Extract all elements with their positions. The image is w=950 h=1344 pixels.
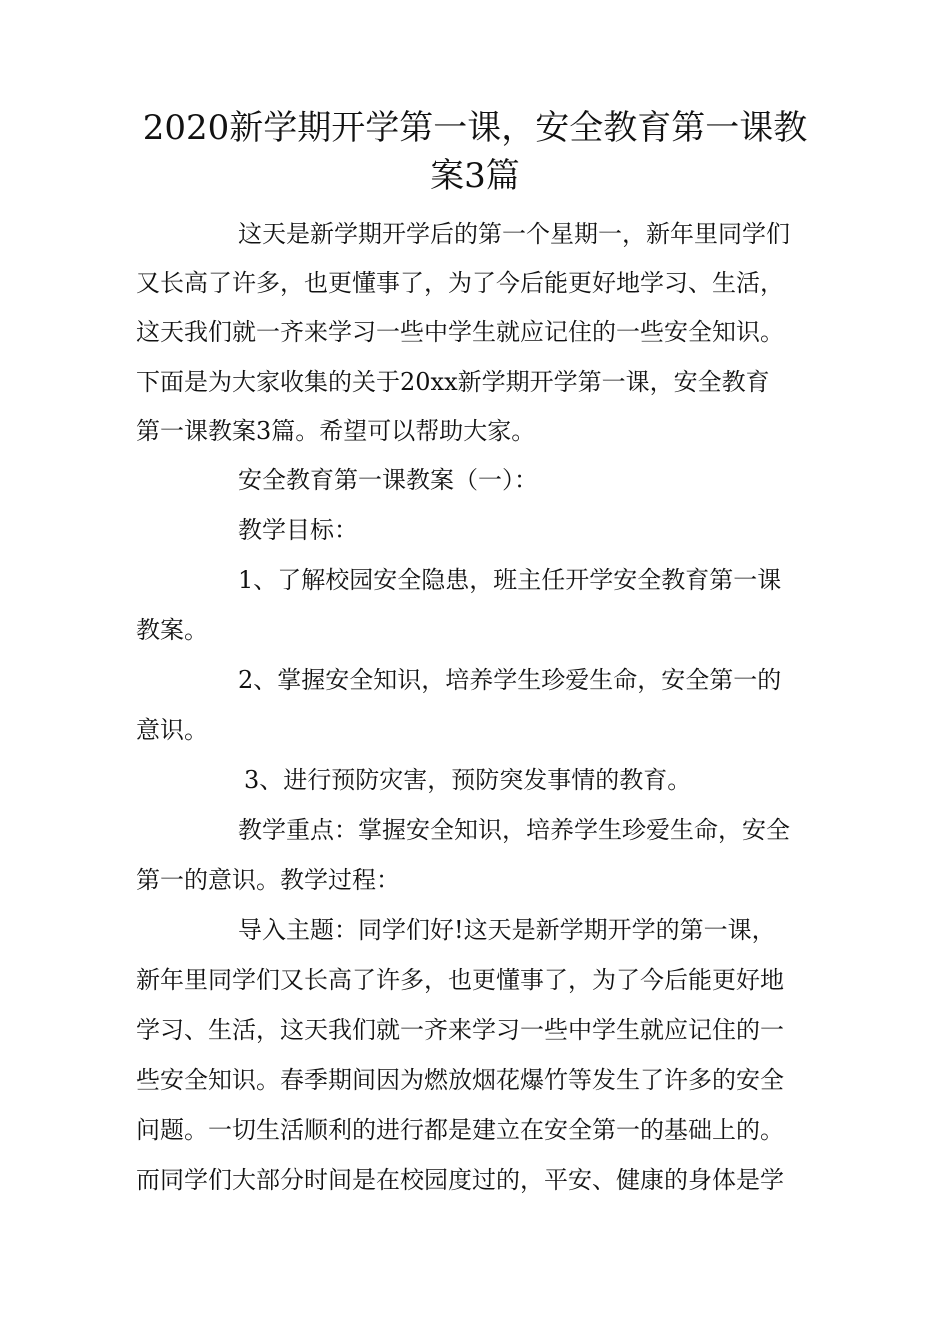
intro-line: 这天是新学期开学后的第一个星期一，新年里同学们: [238, 220, 790, 248]
lead-in-line: 些安全知识。春季期间因为燃放烟花爆竹等发生了许多的安全: [136, 1066, 784, 1094]
goal-1-line: 1、了解校园安全隐患，班主任开学安全教育第一课: [238, 566, 782, 594]
intro-line: 第一课教案3篇。希望可以帮助大家。: [136, 417, 536, 445]
goal-3-line: 3、进行预防灾害，预防突发事情的教育。: [244, 766, 692, 794]
section-heading: 安全教育第一课教案（一）：: [238, 466, 538, 494]
lead-in-line: 导入主题：同学们好!这天是新学期开学的第一课，: [238, 916, 776, 944]
goals-heading: 教学目标：: [238, 516, 358, 544]
key-point-line: 第一的意识。教学过程：: [136, 866, 400, 894]
key-point-line: 教学重点：掌握安全知识，培养学生珍爱生命，安全: [238, 816, 790, 844]
document-title-line-2: 案3篇: [430, 156, 520, 196]
intro-line: 又长高了许多，也更懂事了，为了今后能更好地学习、生活，: [136, 269, 784, 297]
goal-2-line: 意识。: [136, 716, 208, 744]
intro-line: 这天我们就一齐来学习一些中学生就应记住的一些安全知识。: [136, 318, 784, 346]
goal-2-line: 2、掌握安全知识，培养学生珍爱生命，安全第一的: [238, 666, 782, 694]
lead-in-line: 而同学们大部分时间是在校园度过的，平安、健康的身体是学: [136, 1166, 784, 1194]
goal-1-line: 教案。: [136, 616, 208, 644]
intro-line: 下面是为大家收集的关于20xx新学期开学第一课，安全教育: [136, 368, 770, 396]
lead-in-line: 学习、生活，这天我们就一齐来学习一些中学生就应记住的一: [136, 1016, 784, 1044]
lead-in-line: 新年里同学们又长高了许多，也更懂事了，为了今后能更好地: [136, 966, 784, 994]
lead-in-line: 问题。一切生活顺利的进行都是建立在安全第一的基础上的。: [136, 1116, 784, 1144]
document-title-line-1: 2020新学期开学第一课，安全教育第一课教: [142, 108, 808, 148]
